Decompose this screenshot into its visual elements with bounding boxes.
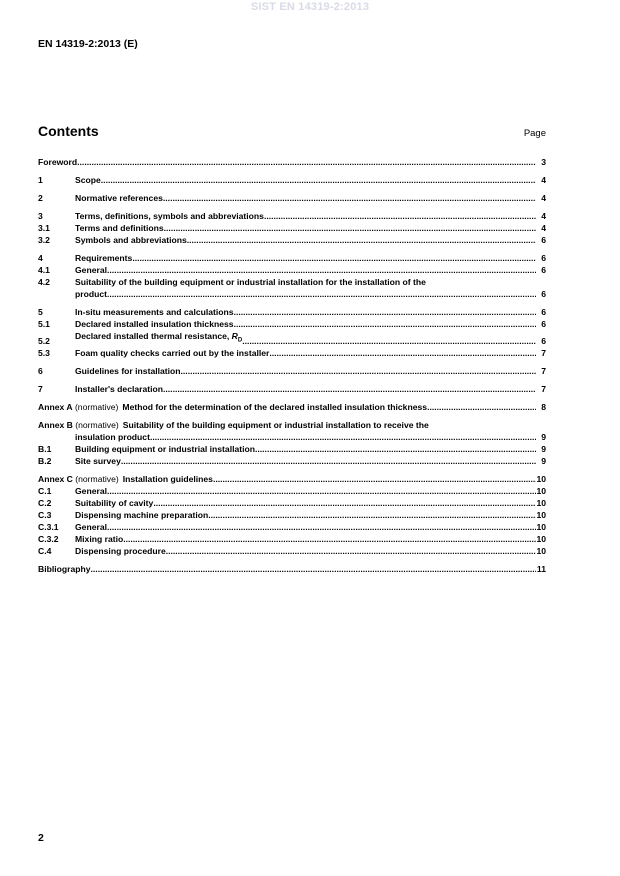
toc-entry-dispensing-procedure[interactable]	[38, 545, 546, 557]
toc-number: C.3.1	[38, 521, 59, 532]
toc-entry-terms-definitions[interactable]	[38, 222, 546, 234]
toc-number: B.2	[38, 455, 52, 466]
symbol-subscript: D	[237, 337, 243, 344]
toc-number: 3.2	[38, 235, 50, 245]
leader-dots	[123, 533, 536, 545]
toc-page: 10	[536, 545, 546, 556]
toc-title: Dispensing machine preparation	[75, 509, 209, 520]
annex-status: (normative)	[75, 473, 119, 484]
toc-number: 4.2	[38, 277, 50, 287]
toc-entry-guidelines[interactable]	[38, 365, 546, 377]
toc-number: C.4	[38, 545, 52, 556]
leader-dots	[121, 455, 536, 467]
leader-dots	[264, 210, 536, 222]
annex-label: Annex A	[38, 401, 73, 412]
toc-page: 4	[541, 175, 546, 185]
toc-page: 9	[541, 443, 546, 454]
toc-title: Mixing ratio	[75, 533, 124, 544]
leader-dots	[181, 365, 536, 377]
toc-number: C.1	[38, 485, 52, 496]
watermark: SIST EN 14319-2:2013	[250, 1, 370, 13]
toc-entry-annex-c[interactable]	[38, 473, 546, 485]
leader-dots	[208, 509, 536, 521]
toc-page: 6	[541, 253, 546, 263]
symbol-r: R	[231, 331, 238, 341]
annex-label: Annex C	[38, 473, 73, 484]
toc-page: 7	[541, 365, 546, 376]
annex-label: Annex B	[38, 419, 73, 430]
toc-title: General	[75, 485, 108, 496]
leader-dots	[77, 156, 536, 168]
toc-number: 4.1	[38, 265, 50, 275]
toc-page: 10	[536, 509, 546, 520]
toc-page: 6	[541, 265, 546, 275]
toc-page: 10	[536, 497, 546, 508]
toc-page: 6	[541, 235, 546, 245]
annex-status: (normative)	[75, 419, 119, 430]
toc-page: 10	[536, 521, 546, 532]
toc-title-line1: Suitability of the building equipment or industrial installation for the installation of the	[75, 277, 426, 287]
toc-entry-bibliography[interactable]	[38, 563, 546, 575]
toc-title: Site survey	[75, 455, 121, 466]
toc-number: 1	[38, 175, 43, 185]
leader-dots	[91, 563, 536, 575]
toc-entry-building-equipment[interactable]	[38, 443, 546, 455]
toc-page: 4	[541, 211, 546, 221]
toc-page: 6	[541, 307, 546, 317]
toc-title: Installation guidelines	[122, 473, 213, 484]
toc-number: C.3.2	[38, 533, 59, 544]
toc-number: 5.3	[38, 347, 50, 358]
toc-title-line2: product	[75, 289, 107, 299]
toc-entry-machine-preparation[interactable]	[38, 509, 546, 521]
toc-entry-annex-a[interactable]	[38, 401, 546, 413]
toc-number: 4	[38, 253, 43, 263]
toc-title: Foreword	[38, 157, 78, 167]
toc-entry-requirements[interactable]	[38, 252, 546, 264]
toc-page: 8	[541, 401, 546, 412]
toc-title: Building equipment or industrial installation	[75, 443, 255, 454]
toc-title-text: Declared installed thermal resistance,	[75, 331, 232, 341]
toc-title: Normative references	[75, 193, 163, 203]
toc-title: Requirements	[75, 253, 133, 263]
document-id: EN 14319-2:2013 (E)	[38, 38, 138, 50]
toc-entry-foam-quality[interactable]	[38, 347, 546, 359]
toc-entry-thickness[interactable]	[38, 318, 546, 330]
toc-number: 5	[38, 307, 43, 317]
toc-entry-c31-general[interactable]	[38, 521, 546, 533]
leader-dots	[107, 485, 536, 497]
toc-entry-c1-general[interactable]	[38, 485, 546, 497]
leader-dots	[166, 545, 536, 557]
toc-number: 5.1	[38, 319, 50, 329]
toc-page: 6	[541, 289, 546, 299]
toc-entry-terms[interactable]	[38, 210, 546, 222]
toc-page: 11	[536, 563, 546, 574]
toc-number: 6	[38, 365, 43, 376]
toc-entry-requirements-general[interactable]	[38, 264, 546, 276]
leader-dots	[427, 401, 536, 413]
leader-dots	[234, 318, 536, 330]
leader-dots	[107, 521, 536, 533]
annex-status: (normative)	[74, 401, 119, 412]
toc-entry-mixing-ratio[interactable]	[38, 533, 546, 545]
toc-title: General	[75, 521, 108, 532]
toc-title: Method for the determination of the declared installed insulation thickness	[122, 401, 428, 412]
leader-dots	[242, 335, 536, 347]
leader-dots	[255, 443, 536, 455]
toc-number: 7	[38, 383, 43, 394]
toc-number: 5.2	[38, 335, 50, 346]
toc-number: 2	[38, 193, 43, 203]
toc-page: 9	[541, 455, 546, 466]
toc-page: 10	[536, 473, 546, 484]
toc-title: Foam quality checks carried out by the installer	[75, 347, 270, 358]
toc-page: 9	[541, 431, 546, 442]
toc-title: Bibliography	[38, 563, 91, 574]
toc-title: General	[75, 265, 108, 275]
leader-dots	[187, 234, 536, 246]
leader-dots	[107, 288, 536, 300]
toc-entry-cavity[interactable]	[38, 497, 546, 509]
toc-number: 3.1	[38, 223, 50, 233]
toc-page: 7	[541, 347, 546, 358]
toc-number: C.2	[38, 497, 52, 508]
toc-title	[75, 330, 242, 347]
toc-title: Dispensing procedure	[75, 545, 166, 556]
toc-page: 4	[541, 193, 546, 203]
table-of-contents	[38, 156, 546, 575]
leader-dots	[234, 306, 536, 318]
toc-entry-thermal-resistance[interactable]	[38, 330, 546, 347]
toc-entry-site-survey[interactable]	[38, 455, 546, 467]
toc-entry-symbols[interactable]	[38, 234, 546, 246]
toc-title: Suitability of cavity	[75, 497, 154, 508]
toc-page: 10	[536, 485, 546, 496]
leader-dots	[164, 222, 536, 234]
toc-entry-in-situ[interactable]	[38, 306, 546, 318]
toc-entry-annex-b[interactable]	[38, 419, 546, 443]
toc-title-line1: Suitability of the building equipment or industrial installation to receive the	[122, 419, 429, 430]
leader-dots	[101, 174, 536, 186]
toc-number: 3	[38, 211, 43, 221]
toc-title: Terms, definitions, symbols and abbreviations	[75, 211, 264, 221]
toc-title: Installer's declaration	[75, 383, 164, 394]
toc-number: C.3	[38, 509, 52, 520]
toc-title: Terms and definitions	[75, 223, 164, 233]
leader-dots	[213, 473, 536, 485]
leader-dots	[269, 347, 536, 359]
contents-heading: Contents	[38, 123, 99, 139]
page-column-label: Page	[523, 128, 546, 139]
toc-entry-foreword[interactable]	[38, 156, 546, 168]
toc-entry-normative-references[interactable]	[38, 192, 546, 204]
page-number: 2	[38, 832, 44, 844]
toc-title: In-situ measurements and calculations	[75, 307, 234, 317]
leader-dots	[150, 431, 536, 443]
toc-page: 3	[541, 157, 546, 167]
toc-number: B.1	[38, 443, 52, 454]
toc-title: Declared installed insulation thickness	[75, 319, 234, 329]
toc-title: Symbols and abbreviations	[75, 235, 187, 245]
toc-page: 4	[541, 223, 546, 233]
toc-page: 6	[541, 335, 546, 346]
toc-page: 7	[541, 383, 546, 394]
leader-dots	[163, 192, 536, 204]
leader-dots	[163, 383, 536, 395]
toc-title: Guidelines for installation	[75, 365, 181, 376]
toc-title: Scope	[75, 175, 101, 185]
leader-dots	[153, 497, 536, 509]
toc-entry-scope[interactable]	[38, 174, 546, 186]
toc-page: 6	[541, 319, 546, 329]
toc-page: 10	[536, 533, 546, 544]
leader-dots	[107, 264, 536, 276]
toc-entry-installer-declaration[interactable]	[38, 383, 546, 395]
toc-title-line2: insulation product	[75, 431, 150, 442]
toc-entry-suitability[interactable]	[38, 276, 546, 300]
leader-dots	[132, 252, 536, 264]
